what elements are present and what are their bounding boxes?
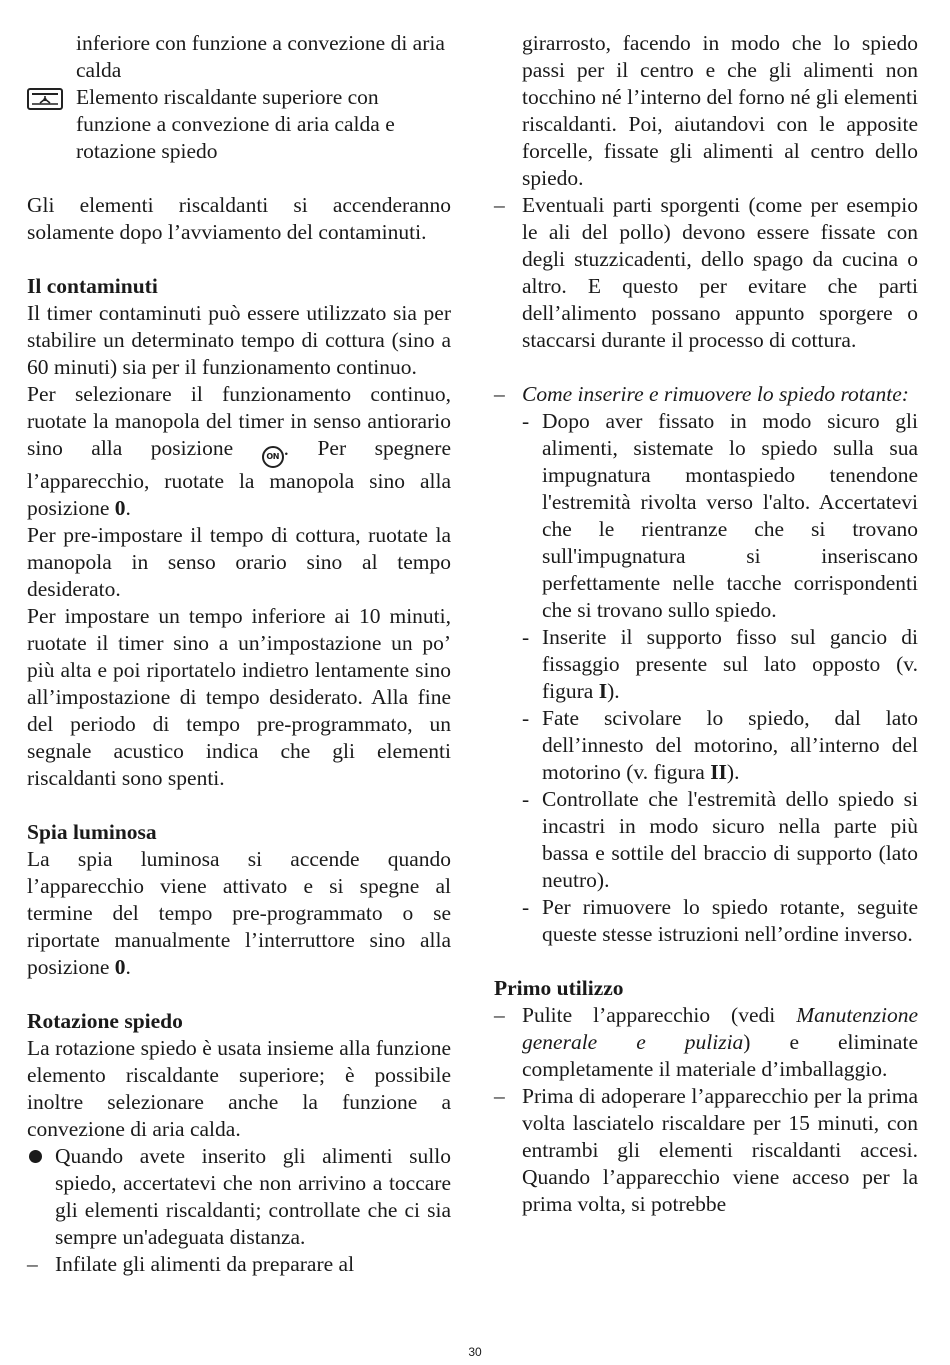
dash-marker: –: [494, 1003, 505, 1027]
sub-marker: -: [522, 787, 530, 811]
sub-step-2: - Inserite il supporto fisso sul gancio di fissaggio presente sul lato opposto (v. figura I).: [522, 625, 918, 703]
timer-paragraph-2: Per selezionare il funzionamento continuo, ruotate la manopola del timer in senso antiorario sino alla posizione ON . Per spegnere l’apparecchio, ruotate la manopola sino alla posizione 0.: [27, 382, 451, 520]
on-position-icon: ON: [262, 446, 284, 468]
oven-top-element-fan-rotisserie-icon: [27, 88, 63, 110]
first-use-heading: Primo utilizzo: [494, 976, 624, 1000]
dash-marker: –: [494, 193, 505, 217]
sub-marker: -: [522, 625, 530, 649]
mode-item-top-fan-rotisserie: [27, 84, 451, 165]
dash-marker: –: [494, 382, 505, 406]
timer-heading: Il contaminuti: [27, 274, 158, 298]
first-use-item-2: – Prima di adoperare l’apparecchio per la prima volta lasciatelo riscaldare per 15 minuti, con entrambi gli elementi riscaldanti accesi. Quando l’apparecchio viene acceso per la prima volta, si potrebbe: [494, 1084, 918, 1216]
dash-marker: –: [27, 1252, 38, 1276]
rotisserie-paragraph: La rotazione spiedo è usata insieme alla funzione elemento riscaldante superiore; è possibile inoltre selezionare anche la funzione a convezione di aria calda.: [27, 1036, 451, 1141]
right-column: [494, 30, 918, 1218]
indicator-light-heading: Spia luminosa: [27, 820, 157, 844]
sub-step-4: - Controllate che l'estremità dello spiedo si incastri in modo sicuro nella parte più bassa e sottile del braccio di supporto (lato neutro).: [522, 787, 918, 892]
timer-paragraph-4: Per impostare un tempo inferiore ai 10 minuti, ruotate il timer sino a un’impostazione un po’ più alta e poi riportatelo indietro lentamente sino all’impostazione di tempo desiderato. Alla fine del periodo di tempo pre-programmato, un segnale acustico indica che gli elementi riscaldanti sono spenti.: [27, 604, 451, 790]
heating-note: Gli elementi riscaldanti si accenderanno solamente dopo l’avviamento del contaminuti.: [27, 193, 451, 244]
sub-step-5: - Per rimuovere lo spiedo rotante, seguite queste stesse istruzioni nell’ordine inverso.: [522, 895, 918, 946]
dash-item-protruding-parts: – Eventuali parti sporgenti (come per esempio le ali del pollo) devono essere fissate con degli stuzzicadenti, dello spago da cucina o altro. E questo per evitare che parti dell’alimento possano appunto sporgere o staccarsi durante il processo di cottura.: [494, 193, 918, 352]
continued-mode-item: inferiore con funzione a convezione di aria calda: [76, 31, 445, 82]
sub-marker: -: [522, 706, 530, 730]
sub-marker: -: [522, 409, 530, 433]
timer-paragraph-1: Il timer contaminuti può essere utilizzato sia per stabilire un determinato tempo di cottura (sino a 60 minuti) sia per il funzionamento continuo.: [27, 301, 451, 379]
sub-step-3: - Fate scivolare lo spiedo, dal lato dell’innesto del motorino, all’interno del motorino (v. figura II).: [522, 706, 918, 784]
first-use-item-1: – Pulite l’apparecchio (vedi Manutenzione generale e pulizia) e eliminate completamente il materiale d’imballaggio.: [494, 1003, 918, 1081]
how-to-heading-item: [494, 381, 918, 408]
left-column: [27, 30, 451, 1278]
bullet-dot-icon: [29, 1150, 42, 1163]
rotisserie-heading: Rotazione spiedo: [27, 1009, 183, 1033]
mode-item-text: Elemento riscaldante superiore con funzione a convezione di aria calda e rotazione spiedo: [76, 85, 395, 163]
dash-item-continued: girarrosto, facendo in modo che lo spiedo passi per il centro e che gli alimenti non tocchino né l’interno del forno né gli elementi riscaldanti. Poi, aiutandovi con le apposite forcelle, fissate gli alimenti al centro dello spiedo.: [522, 31, 918, 190]
rotisserie-bullet-item: Quando avete inserito gli alimenti sullo spiedo, accertatevi che non arrivino a toccare gli elementi riscaldanti; controllate che ci sia sempre un'adeguata distanza.: [27, 1143, 451, 1251]
sub-marker: -: [522, 895, 530, 919]
page-number: 30: [468, 1345, 482, 1359]
sub-step-1: - Dopo aver fissato in modo sicuro gli alimenti, sistemate lo spiedo sulla sua impugnatura montaspiedo tenendone l'estremità rivolta verso l'alto. Accertatevi che le rientranze che si trovano sull'impugnatura si inseriscano perfettamente nelle tacche corrispondenti che si trovano sullo spiedo.: [522, 409, 918, 622]
how-to-heading: Come inserire e rimuovere lo spiedo rotante:: [522, 382, 909, 406]
rotisserie-dash-item: – Infilate gli alimenti da preparare al: [27, 1252, 355, 1276]
indicator-light-paragraph: La spia luminosa si accende quando l’apparecchio viene attivato e si spegne al termine del tempo pre-programmato o se riportate manualmente l’interruttore sino alla posizione 0.: [27, 847, 451, 979]
dash-marker: –: [494, 1084, 505, 1108]
timer-paragraph-3: Per pre-impostare il tempo di cottura, ruotate la manopola in senso orario sino al tempo desiderato.: [27, 523, 451, 601]
